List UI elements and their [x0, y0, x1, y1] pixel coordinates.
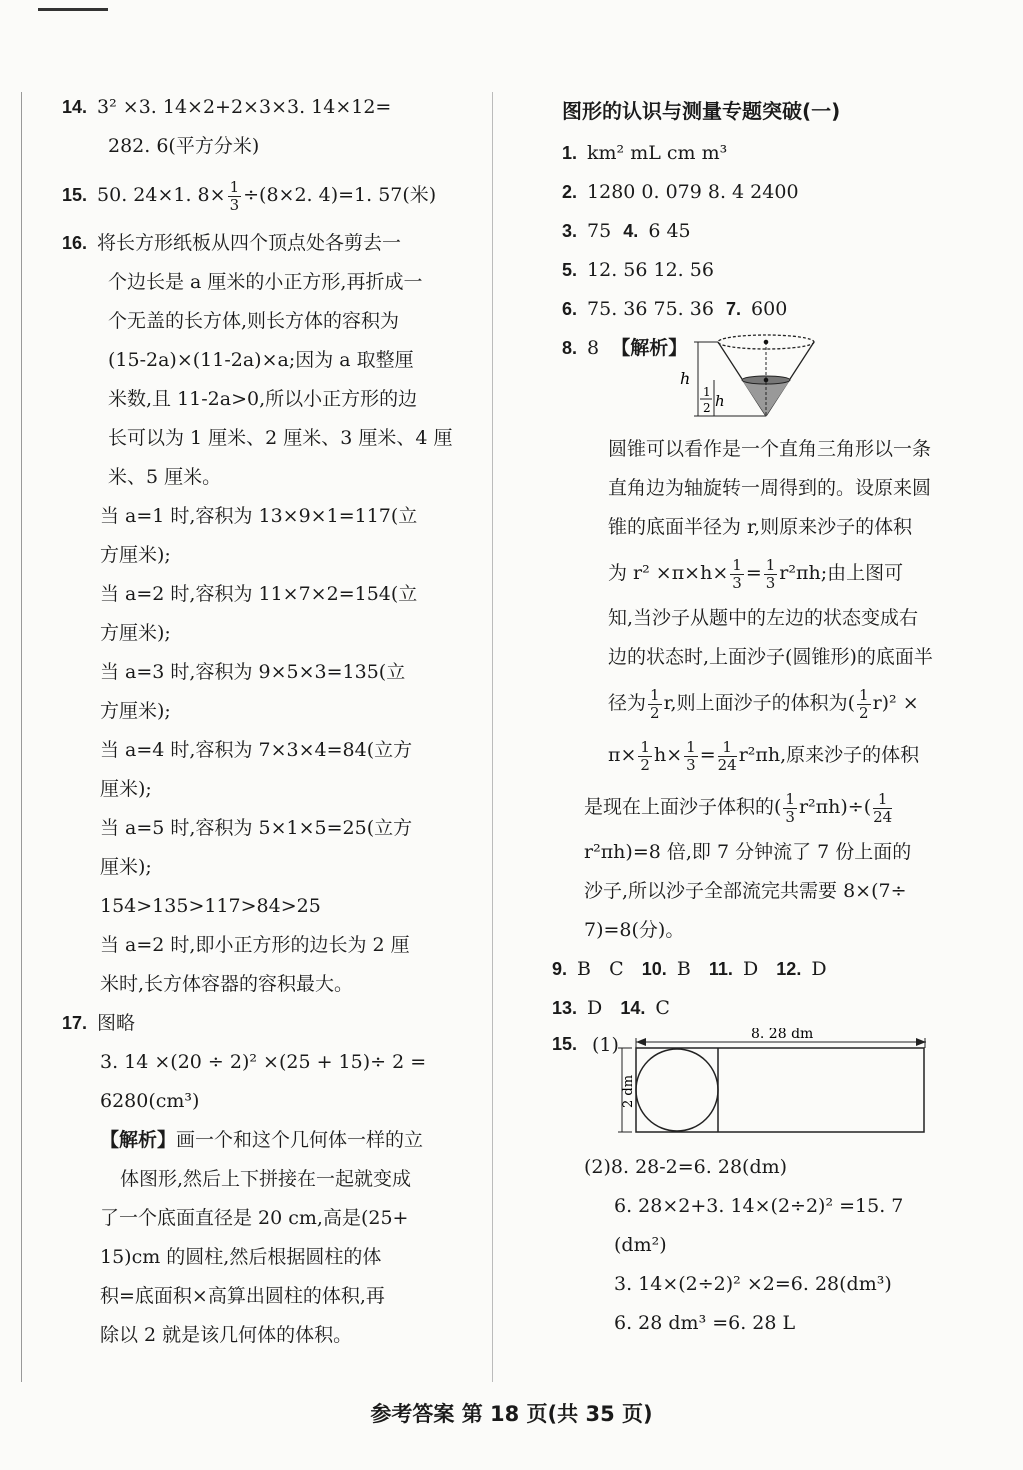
comparison-line: 154>135>117>84>25: [100, 895, 321, 917]
answer-r3-4: 3. 75 4. 6 45: [562, 220, 691, 242]
analysis-line: 7)=8(分)。: [584, 919, 685, 941]
analysis-line: 沙子,所以沙子全部流完共需要 8×(7÷: [584, 880, 907, 902]
page-footer: 参考答案 第 18 页(共 35 页): [370, 1402, 653, 1426]
case-line: 当 a=1 时,容积为 13×9×1=117(立: [100, 505, 418, 527]
case-line: 方厘米);: [100, 622, 171, 644]
answer-15-line: (2)8. 28-2=6. 28(dm): [584, 1156, 788, 1178]
left-column: [62, 88, 462, 1355]
width-label: 2 dm: [621, 1074, 636, 1108]
case-line: 厘米);: [100, 778, 152, 800]
case-line: 当 a=5 时,容积为 5×1×5=25(立方: [100, 817, 413, 839]
answer-r2: 2. 1280 0. 079 8. 4 2400: [562, 181, 799, 203]
answer-17-line: 3. 14 ×(20 ÷ 2)² ×(25 + 15)÷ 2 =: [100, 1051, 427, 1073]
height-label: h: [680, 369, 691, 388]
rectangle-figure: [616, 1028, 926, 1146]
analysis-line: 除以 2 就是该几何体的体积。: [100, 1324, 353, 1346]
case-line: 当 a=3 时,容积为 9×5×3=135(立: [100, 661, 406, 683]
answer-r1: 1. km² mL cm m³: [562, 142, 728, 164]
analysis-line: 为 r² ×π×h× $\frac{1}{3}$ = $\frac{1}{3}$ r²πh;由上图可: [608, 555, 904, 592]
analysis-line: 15)cm 的圆柱,然后根据圆柱的体: [100, 1246, 382, 1268]
answer-14-cont: 282. 6(平方分米): [108, 135, 260, 157]
analysis-line: r²πh)=8 倍,即 7 分钟流了 7 份上面的: [584, 841, 912, 863]
case-line: 方厘米);: [100, 700, 171, 722]
answer-16-line: 长可以为 1 厘米、2 厘米、3 厘米、4 厘: [108, 427, 453, 449]
answer-17-line: 6280(cm³): [100, 1090, 200, 1112]
analysis-line: 直角边为轴旋转一周得到的。设原来圆: [608, 477, 932, 499]
analysis-line: 积=底面积×高算出圆柱的体积,再: [100, 1285, 385, 1307]
analysis-line: 径为 $\frac{1}{2}$ r,则上面沙子的体积为( $\frac{1}{2}$ r)² ×: [608, 685, 919, 722]
answer-15-line: 6. 28 dm³ =6. 28 L: [614, 1312, 796, 1334]
analysis-line: π× $\frac{1}{2}$ h× $\frac{1}{3}$ = $\frac{1}{24}$ r²πh,原来沙子的体积: [608, 737, 920, 774]
case-line: 厘米);: [100, 856, 152, 878]
cone-figure: [674, 334, 834, 426]
half-denominator: 2: [703, 401, 711, 415]
case-line: 当 a=2 时,容积为 11×7×2=154(立: [100, 583, 418, 605]
analysis-line: 圆锥可以看作是一个直角三角形以一条: [608, 438, 932, 460]
answer-15: 15. 50. 24×1. 8× $\frac{1}{3}$ ÷(8×2. 4)=1. 57(米): [62, 177, 437, 214]
answer-16-line: 个无盖的长方体,则长方体的容积为: [108, 310, 400, 332]
analysis-line: 知,当沙子从题中的左边的状态变成右: [608, 607, 919, 629]
half-height-label: h: [715, 392, 725, 410]
right-column: [552, 88, 962, 1343]
answer-16-line: (15-2a)×(11-2a)×a;因为 a 取整厘: [108, 349, 414, 371]
analysis-line: 锥的底面半径为 r,则原来沙子的体积: [608, 516, 913, 538]
case-line: 方厘米);: [100, 544, 171, 566]
answer-16-line: 个边长是 a 厘米的小正方形,再折成一: [108, 271, 423, 293]
top-mark: [38, 8, 108, 15]
section-title: 图形的认识与测量专题突破(一): [562, 99, 841, 123]
analysis-line: 体图形,然后上下拼接在一起就变成: [120, 1168, 412, 1190]
answer-r6-7: 6. 75. 36 75. 36 7. 600: [562, 298, 788, 320]
left-margin-rule: [21, 92, 22, 1382]
column-divider: [492, 92, 493, 1382]
length-label: 8. 28 dm: [751, 1028, 814, 1042]
answer-15-line: 6. 28×2+3. 14×(2÷2)² =15. 7: [614, 1195, 904, 1217]
answer-16-line: 米、5 厘米。: [108, 466, 222, 488]
answer-15-block: 15. (1) 8. 28 dm 2 dm: [552, 1028, 962, 1148]
answer-14: 14. 3² ×3. 14×2+2×3×3. 14×12=: [62, 96, 392, 118]
half-numerator: 1: [703, 385, 711, 399]
answer-17-analysis: 【解析】画一个和这个几何体一样的立: [100, 1129, 424, 1151]
answer-r8: 8. 8 【解析】: [562, 337, 688, 359]
fraction: $\frac{1}{3}$: [229, 177, 240, 214]
answer-16-line: 米数,且 11-2a>0,所以小正方形的边: [108, 388, 418, 410]
answer-13-14: 13. D 14. C: [552, 997, 670, 1019]
case-line: 当 a=4 时,容积为 7×3×4=84(立方: [100, 739, 413, 761]
conclusion-line: 米时,长方体容器的容积最大。: [100, 973, 354, 995]
answer-15-line: (dm²): [614, 1234, 667, 1256]
answer-16-line-0: 16. 将长方形纸板从四个顶点处各剪去一: [62, 232, 402, 254]
analysis-line: 是现在上面沙子体积的( $\frac{1}{3}$ r²πh)÷( $\frac{1}{24}$: [584, 789, 893, 826]
answer-17: 17. 图略: [62, 1012, 136, 1034]
answer-r5: 5. 12. 56 12. 56: [562, 259, 714, 281]
conclusion-line: 当 a=2 时,即小正方形的边长为 2 厘: [100, 934, 410, 956]
analysis-line: 边的状态时,上面沙子(圆锥形)的底面半: [608, 646, 933, 668]
answer-9-12: 9. B C 10. B 11. D 12. D: [552, 958, 827, 980]
answer-15-line: 3. 14×(2÷2)² ×2=6. 28(dm³): [614, 1273, 892, 1295]
analysis-line: 了一个底面直径是 20 cm,高是(25+: [100, 1207, 409, 1229]
